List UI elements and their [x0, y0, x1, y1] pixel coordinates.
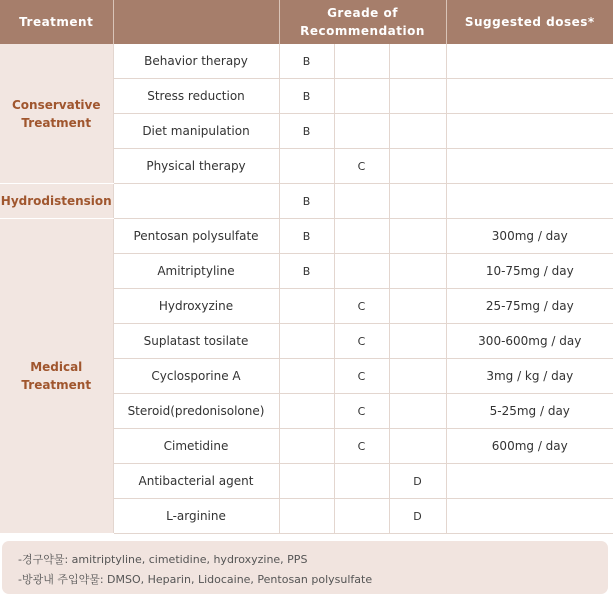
header-row [0, 0, 613, 44]
dose: 300-600mg / day [446, 324, 613, 359]
table-row [0, 219, 613, 254]
category-conservative [0, 44, 113, 184]
table-row [0, 44, 613, 79]
treatment-name: Suplatast tosilate [113, 324, 279, 359]
treatment-name: Antibacterial agent [113, 464, 279, 499]
treatment-name: Cyclosporine A [113, 359, 279, 394]
grade-d [389, 289, 446, 324]
grade-d: D [389, 464, 446, 499]
grade-c: C [334, 289, 389, 324]
grade-c [334, 114, 389, 149]
grade-b [279, 149, 334, 184]
grade-c [334, 44, 389, 79]
grade-d [389, 44, 446, 79]
note-intravesical-drugs: -방광내 주입약물: DMSO, Heparin, Lidocaine, Pentosan polysulfate [18, 573, 373, 586]
dose: 10-75mg / day [446, 254, 613, 289]
header-grade-line2: Recommendation [300, 24, 425, 38]
header-grade [279, 0, 446, 44]
dose [446, 499, 613, 534]
grade-c: C [334, 429, 389, 464]
grade-d [389, 184, 446, 219]
grade-b: B [279, 254, 334, 289]
grade-b [279, 359, 334, 394]
category-conservative-line2: Treatment [21, 115, 92, 130]
grade-c: C [334, 359, 389, 394]
category-medical [0, 219, 113, 534]
note-oral-drugs: -경구약물: amitriptyline, cimetidine, hydroxyzine, PPS [18, 553, 308, 566]
grade-b [279, 499, 334, 534]
dose [446, 79, 613, 114]
grade-c [334, 184, 389, 219]
treatment-name: Amitriptyline [113, 254, 279, 289]
header-treatment: Treatment [0, 0, 113, 44]
grade-c [334, 499, 389, 534]
treatment-name: Hydroxyzine [113, 289, 279, 324]
grade-c [334, 219, 389, 254]
header-doses: Suggested doses* [446, 0, 613, 44]
grade-d [389, 429, 446, 464]
dose [446, 464, 613, 499]
treatment-name: Pentosan polysulfate [113, 219, 279, 254]
treatment-name: Steroid(predonisolone) [113, 394, 279, 429]
notes-box [2, 541, 608, 594]
dose: 300mg / day [446, 219, 613, 254]
dose: 25-75mg / day [446, 289, 613, 324]
header-blank [113, 0, 279, 44]
category-conservative-line1: Conservative [11, 97, 101, 112]
dose: 5-25mg / day [446, 394, 613, 429]
grade-b [279, 394, 334, 429]
grade-d [389, 79, 446, 114]
treatment-name: Cimetidine [113, 429, 279, 464]
treatment-name: Diet manipulation [113, 114, 279, 149]
dose [446, 44, 613, 79]
grade-b: B [279, 79, 334, 114]
grade-b [279, 464, 334, 499]
dose: 600mg / day [446, 429, 613, 464]
grade-b: B [279, 114, 334, 149]
grade-c: C [334, 149, 389, 184]
grade-c [334, 464, 389, 499]
dose [446, 149, 613, 184]
grade-d [389, 149, 446, 184]
table-row [0, 184, 613, 219]
treatment-name: Physical therapy [113, 149, 279, 184]
grade-d [389, 324, 446, 359]
grade-d [389, 359, 446, 394]
dose: 3mg / kg / day [446, 359, 613, 394]
grade-b [279, 429, 334, 464]
grade-b: B [279, 219, 334, 254]
treatment-name: Stress reduction [113, 79, 279, 114]
dose [446, 184, 613, 219]
treatment-name: L-arginine [113, 499, 279, 534]
grade-d [389, 219, 446, 254]
category-medical-line2: Treatment [21, 378, 92, 392]
grade-b [279, 289, 334, 324]
grade-c: C [334, 324, 389, 359]
grade-b: B [279, 44, 334, 79]
header-grade-line1: Greade of [327, 6, 398, 20]
grade-c [334, 254, 389, 289]
grade-b [279, 324, 334, 359]
grade-d [389, 114, 446, 149]
grade-c: C [334, 394, 389, 429]
treatment-name [113, 184, 279, 219]
grade-c [334, 79, 389, 114]
category-hydrodistension: Hydrodistension [0, 184, 113, 219]
grade-d: D [389, 499, 446, 534]
dose [446, 114, 613, 149]
treatment-name: Behavior therapy [113, 44, 279, 79]
grade-d [389, 394, 446, 429]
category-medical-line1: Medical [30, 360, 83, 374]
grade-d [389, 254, 446, 289]
grade-b: B [279, 184, 334, 219]
